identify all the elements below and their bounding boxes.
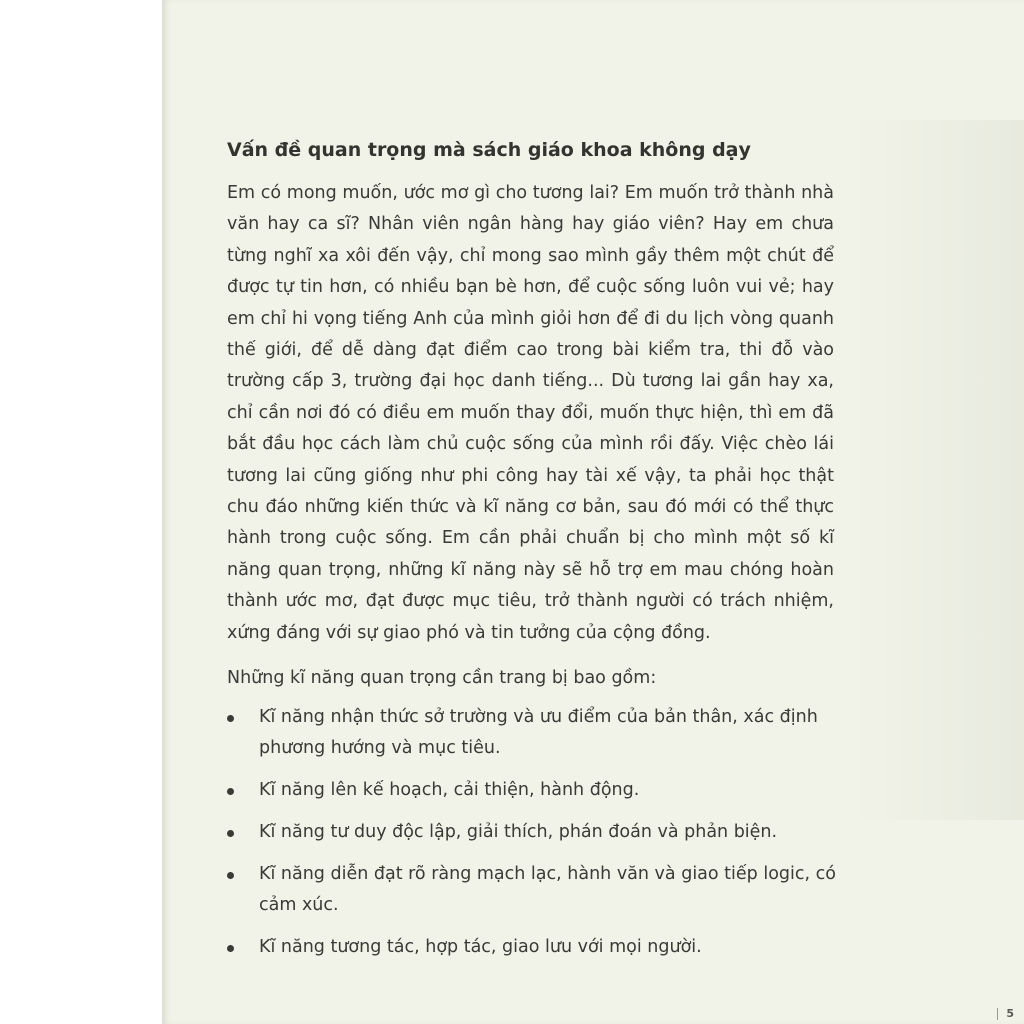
bullet-icon bbox=[227, 830, 234, 837]
paragraph-text: Em có mong muốn, ước mơ gì cho tương lai? Em muốn trở thành nhà văn hay ca sĩ? Nhân viên ngân hàng hay giáo viên? Hay em chưa từng nghĩ xa xôi đến vậy, chỉ mong sao mình gầy thêm một chút để được tự tin hơn, có nhiều bạn bè hơn, để cuộc sống luôn vui vẻ; hay em chỉ hi vọng tiếng Anh của mình giỏi hơn để đi du lịch vòng quanh thế giới, để dễ dàng đạt điểm cao trong bài kiểm tra, thi đỗ vào trường cấp 3, trường đại học danh tiếng... Dù tương lai gần hay xa, chỉ cần nơi đó có điều em muốn thay đổi, muốn thực hiện, thì em đã bắt đầu học cách làm chủ cuộc sống của mình rồi đấy. Việc chèo lái tương lai cũng giống như phi công hay tài xế vậy, ta phải học thật chu đáo những kiến thức và kĩ năng cơ bản, sau đó mới có thể thực hành trong cuộc sống. Em cần phải chuẩn bị cho mình một số kĩ năng quan trọng, những kĩ năng này sẽ hỗ trợ em mau chóng hoàn thành ước mơ, đạt được mục tiêu, trở thành người có trách nhiệm, xứng đáng với sự giao phó và tin tưởng của cộng đồng. bbox=[227, 183, 834, 643]
body-paragraph bbox=[227, 178, 834, 649]
page-number-divider bbox=[997, 1008, 998, 1020]
skill-item bbox=[227, 817, 837, 848]
skill-text: Kĩ năng nhận thức sở trường và ưu điểm của bản thân, xác định phương hướng và mục tiêu. bbox=[259, 707, 818, 758]
skill-text: Kĩ năng tương tác, hợp tác, giao lưu với mọi người. bbox=[259, 937, 702, 957]
skill-item bbox=[227, 859, 837, 921]
skills-intro: Những kĩ năng quan trọng cần trang bị bao gồm: bbox=[227, 668, 657, 688]
show-through-shading bbox=[854, 120, 1024, 820]
skills-list bbox=[227, 702, 837, 974]
page-number: 5 bbox=[1006, 1007, 1014, 1020]
skill-text: Kĩ năng lên kế hoạch, cải thiện, hành động. bbox=[259, 780, 640, 800]
bullet-icon bbox=[227, 788, 234, 795]
bullet-icon bbox=[227, 945, 234, 952]
bullet-icon bbox=[227, 872, 234, 879]
section-heading: Vấn đề quan trọng mà sách giáo khoa không dạy bbox=[227, 139, 751, 161]
book-page bbox=[162, 0, 1024, 1024]
skill-text: Kĩ năng diễn đạt rõ ràng mạch lạc, hành văn và giao tiếp logic, có cảm xúc. bbox=[259, 864, 836, 915]
bullet-icon bbox=[227, 715, 234, 722]
skill-item bbox=[227, 702, 837, 764]
skill-item bbox=[227, 932, 837, 963]
skill-item bbox=[227, 775, 837, 806]
skill-text: Kĩ năng tư duy độc lập, giải thích, phán đoán và phản biện. bbox=[259, 822, 778, 842]
